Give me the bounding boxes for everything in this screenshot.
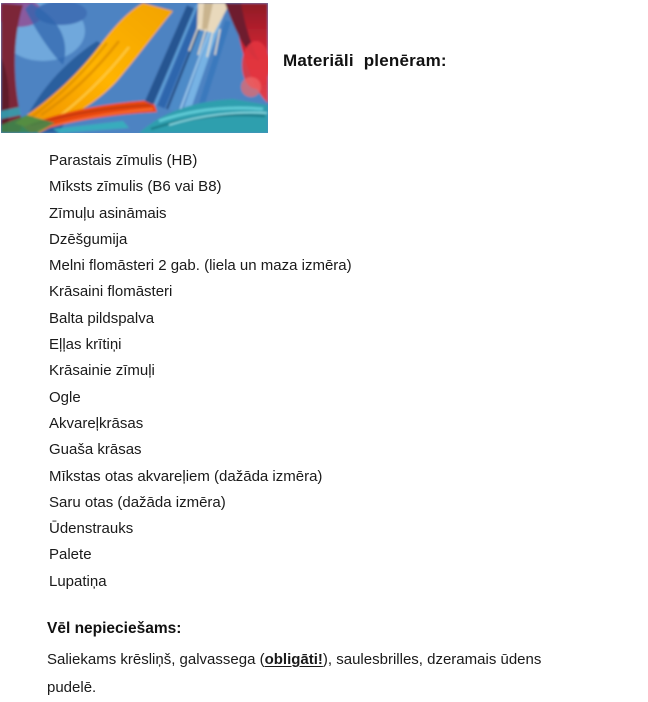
- list-item: Dzēšgumija: [49, 230, 128, 248]
- list-item: Palete: [49, 546, 92, 564]
- note-text-after: ), saulesbrilles, dzeramais ūdens: [322, 651, 542, 668]
- list-item: Ūdenstrauks: [49, 520, 134, 538]
- note-text-before: Saliekams krēsliņš, galvassega (: [47, 651, 265, 668]
- note-heading: Vēl nepieciešams:: [47, 620, 182, 637]
- paint-photo: [1, 3, 268, 133]
- note-line-2: pudelē.: [47, 679, 97, 696]
- list-item: Akvareļkrāsas: [49, 414, 144, 432]
- list-item: Lupatiņa: [49, 572, 107, 590]
- note-highlight: obligāti!: [264, 651, 323, 668]
- paint-photo-art: [1, 3, 268, 133]
- note-paragraph: [47, 646, 637, 702]
- list-item: Guaša krāsas: [49, 441, 142, 459]
- list-item: Ogle: [49, 388, 81, 406]
- list-item: Krāsaini flomāsteri: [49, 283, 173, 301]
- list-item: Balta pildspalva: [49, 309, 155, 327]
- list-item: Saru otas (dažāda izmēra): [49, 493, 226, 511]
- list-item: Krāsainie zīmuļi: [49, 362, 155, 380]
- page-title: Materiāli plenēram:: [283, 51, 447, 70]
- list-item: Eļļas krītiņi: [49, 336, 122, 354]
- note-line-1: [47, 646, 637, 674]
- list-item: Zīmuļu asināmais: [49, 204, 167, 222]
- list-item: Mīkstas otas akvareļiem (dažāda izmēra): [49, 467, 323, 485]
- materials-list: [49, 148, 352, 595]
- list-item: Parastais zīmulis (HB): [49, 152, 198, 169]
- list-item: Mīksts zīmulis (B6 vai B8): [49, 178, 222, 196]
- list-item: Melni flomāsteri 2 gab. (liela un maza izmēra): [49, 257, 352, 275]
